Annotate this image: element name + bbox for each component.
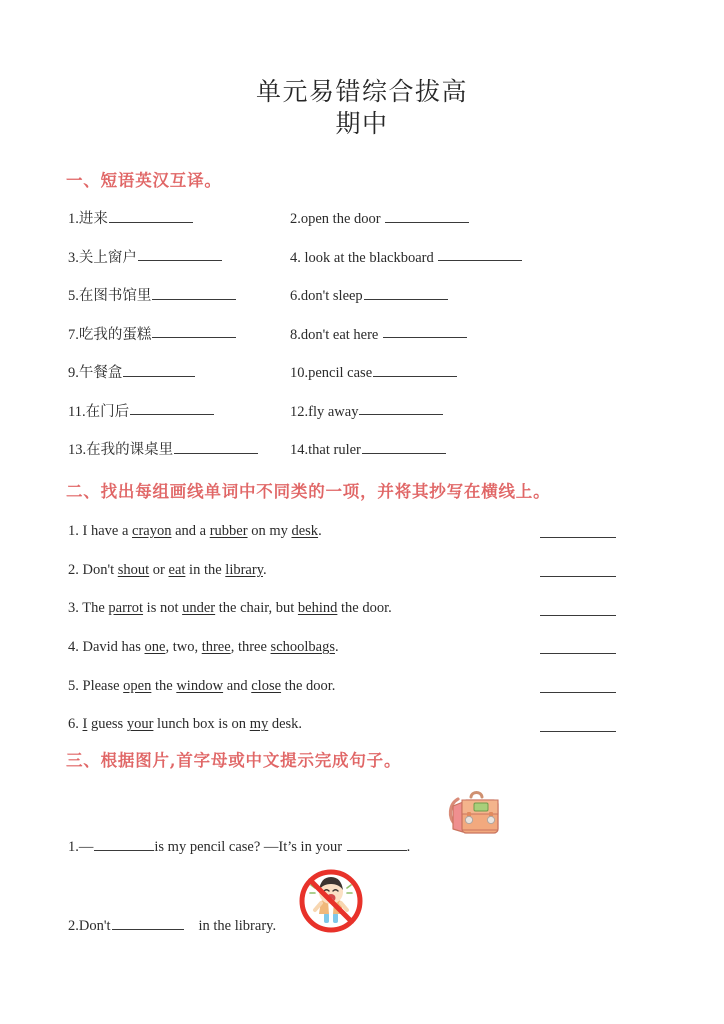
phrase-label: 13.在我的课桌里 <box>68 441 174 458</box>
underlined-word: three <box>201 639 231 656</box>
underlined-word: I <box>82 716 88 733</box>
phrase-label: 4. look at the blackboard <box>290 249 438 266</box>
text-part: the door. <box>281 677 336 694</box>
answer-blank[interactable] <box>347 836 407 851</box>
underlined-word: parrot <box>108 600 144 617</box>
answer-blank[interactable] <box>438 247 522 262</box>
phrase-row <box>68 285 628 324</box>
underlined-word: library <box>225 561 264 578</box>
text-part: in the <box>185 561 226 578</box>
answer-blank[interactable] <box>152 285 236 300</box>
item-number: 1. <box>68 523 83 539</box>
underlined-word: behind <box>297 600 338 617</box>
phrase-item <box>68 247 290 267</box>
phrase-label: 3.关上窗户 <box>68 249 137 266</box>
text-part: David has <box>82 639 145 656</box>
section-1-heading: 一、短语英汉互译。 <box>66 171 222 190</box>
sentence-row <box>68 561 634 600</box>
answer-blank[interactable] <box>109 208 193 223</box>
item-number: 2.Don't <box>68 917 111 934</box>
text-part: the chair, but <box>215 600 298 617</box>
answer-blank[interactable] <box>152 324 236 339</box>
sentence-row <box>68 522 634 561</box>
schoolbag-icon <box>441 784 509 842</box>
phrase-label: 8.don't eat here <box>290 326 382 343</box>
phrase-item <box>290 285 620 305</box>
text-part: the door. <box>337 600 392 617</box>
text-part: desk. <box>268 716 303 733</box>
section-3-question-2 <box>68 915 276 935</box>
item-number: 2. <box>68 561 83 578</box>
sentence-text <box>68 561 267 579</box>
text-part: , three <box>230 639 271 656</box>
phrase-item <box>68 362 290 382</box>
text-part: and a <box>171 523 210 539</box>
answer-blank[interactable] <box>174 439 258 454</box>
answer-blank[interactable] <box>540 522 616 538</box>
section-3-heading: 三、根据图片,首字母或中文提示完成句子。 <box>66 751 402 770</box>
sentence-row <box>68 638 634 677</box>
answer-blank[interactable] <box>138 247 222 262</box>
phrase-label: 9.午餐盒 <box>68 364 123 381</box>
phrase-label: 7.吃我的蛋糕 <box>68 326 152 343</box>
phrase-row <box>68 247 628 286</box>
sentence-text <box>68 599 392 617</box>
text-part: on my <box>247 523 292 539</box>
title-line-2: 期中 <box>335 109 389 138</box>
phrase-label: 11.在门后 <box>68 403 130 420</box>
underlined-word: eat <box>168 561 186 578</box>
phrase-item <box>290 362 620 382</box>
sentence-text <box>68 638 339 656</box>
underlined-word: close <box>251 677 282 694</box>
answer-blank[interactable] <box>359 401 443 416</box>
underlined-word: crayon <box>132 523 172 539</box>
text-part: lunch box is on <box>153 716 250 733</box>
answer-blank[interactable] <box>385 208 469 223</box>
answer-blank[interactable] <box>112 915 184 930</box>
answer-blank[interactable] <box>383 324 467 339</box>
phrase-item <box>68 324 290 344</box>
answer-blank[interactable] <box>130 401 214 416</box>
phrase-row <box>68 439 628 478</box>
text-part: and <box>223 677 252 694</box>
section-1-phrase-grid <box>68 208 628 478</box>
answer-blank[interactable] <box>540 638 616 654</box>
answer-blank[interactable] <box>373 362 457 377</box>
text-part: . <box>334 639 339 656</box>
text-part: or <box>149 561 169 578</box>
text-part: is my pencil case? —It’s in your <box>154 838 346 855</box>
section-3-question-1 <box>68 836 410 856</box>
answer-blank[interactable] <box>540 677 616 693</box>
text-part: I have a <box>82 523 133 539</box>
item-number: 3. <box>68 600 83 617</box>
underlined-word: my <box>249 716 269 733</box>
underlined-word: under <box>182 600 216 617</box>
sentence-text <box>68 677 335 695</box>
phrase-label: 14.that ruler <box>290 441 361 458</box>
phrase-label: 6.don't sleep <box>290 287 363 304</box>
phrase-row <box>68 401 628 440</box>
phrase-item <box>290 439 620 459</box>
text-part: guess <box>87 716 127 733</box>
section-2-heading: 二、找出每组画线单词中不同类的一项，并将其抄写在横线上。 <box>66 482 551 501</box>
text-part: in the library. <box>198 917 277 934</box>
item-number: 5. <box>68 677 83 694</box>
text-part: the <box>151 677 177 694</box>
phrase-row <box>68 362 628 401</box>
phrase-item <box>290 208 620 228</box>
underlined-word: your <box>126 716 154 733</box>
sentence-text <box>68 522 322 540</box>
phrase-item <box>290 247 620 267</box>
text-part: Please <box>82 677 124 694</box>
text-part: . <box>318 523 322 539</box>
underlined-word: one <box>144 639 166 656</box>
title-line-1: 单元易错综合拔高 <box>255 77 468 106</box>
phrase-label: 5.在图书馆里 <box>68 287 152 304</box>
answer-blank[interactable] <box>540 715 616 731</box>
phrase-label: 2.open the door <box>290 210 385 227</box>
underlined-word: window <box>176 677 224 694</box>
page-title <box>0 0 724 140</box>
sentence-row <box>68 599 634 638</box>
answer-blank[interactable] <box>94 836 154 851</box>
item-number: 4. <box>68 639 83 656</box>
phrase-row <box>68 324 628 363</box>
answer-blank[interactable] <box>540 561 616 577</box>
underlined-word: desk <box>291 523 319 539</box>
phrase-label: 12.fly away <box>290 403 359 420</box>
phrase-item <box>290 324 620 344</box>
item-number: 6. <box>68 716 83 733</box>
text-part: , two, <box>165 639 202 656</box>
section-2-sentence-list <box>68 522 634 754</box>
phrase-item <box>68 285 290 305</box>
answer-blank[interactable] <box>364 285 448 300</box>
underlined-word: rubber <box>209 523 248 539</box>
phrase-row <box>68 208 628 247</box>
sentence-row <box>68 677 634 716</box>
underlined-word: shout <box>117 561 150 578</box>
answer-blank[interactable] <box>123 362 195 377</box>
answer-blank[interactable] <box>362 439 446 454</box>
no-shouting-sign-icon <box>297 868 365 934</box>
phrase-item <box>68 439 290 459</box>
text-part: . <box>406 838 411 855</box>
phrase-label: 1.进来 <box>68 210 108 227</box>
text-part: Don't <box>82 561 118 578</box>
phrase-label: 10.pencil case <box>290 364 373 381</box>
phrase-item <box>290 401 620 421</box>
answer-blank[interactable] <box>540 599 616 615</box>
phrase-item <box>68 208 290 228</box>
phrase-item <box>68 401 290 421</box>
underlined-word: open <box>123 677 152 694</box>
sentence-text <box>68 715 302 733</box>
underlined-word: schoolbags <box>270 639 335 656</box>
text-part: The <box>82 600 109 617</box>
item-number: 1.— <box>68 838 94 855</box>
text-part: is not <box>143 600 183 617</box>
text-part: . <box>263 561 267 578</box>
